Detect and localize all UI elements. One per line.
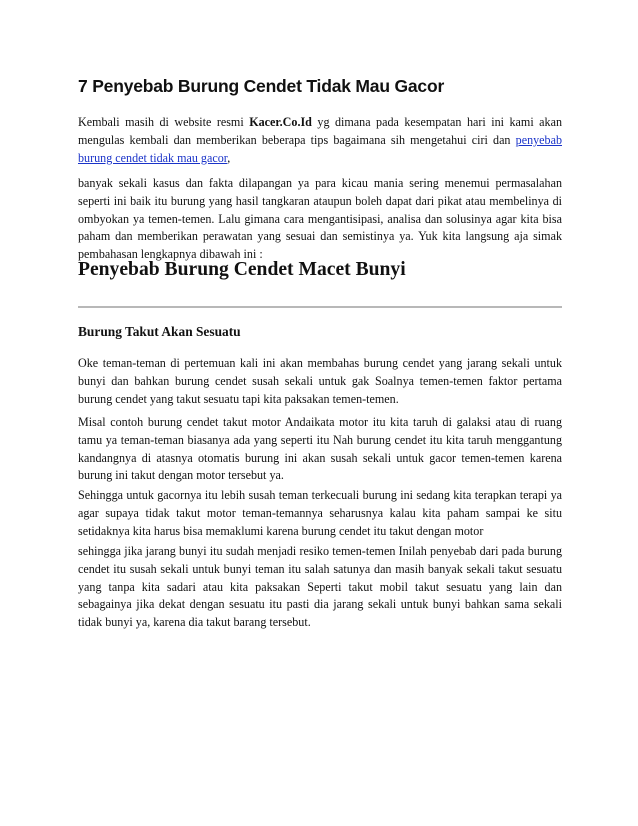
body-paragraph-3: Sehingga untuk gacornya itu lebih susah teman terkecuali burung ini sedang kita terapkan terapi ya agar supaya tidak takut motor teman-temannya seharusnya kalau kita paham sampai ke situ setidaknya kita harus bisa memaklumi karena burung cendet itu takut dengan motor	[78, 488, 562, 538]
intro-text-end: ,	[227, 150, 231, 165]
intro-text-middle: yg dimana pada kesempatan hari ini kami akan mengulas kembali dan memberikan beberapa tips bagaimana sih mengetahui ciri dan	[78, 115, 562, 147]
penyebab-link[interactable]: penyebab burung cendet tidak mau gacor	[78, 132, 562, 165]
body-paragraph-2: Misal contoh burung cendet takut motor Andaikata motor itu kita taruh di galaksi atau di ruang tamu ya teman-teman biasanya ada yang seperti itu Nah burung cendet itu kita taruh menggantung kandangnya di atasnya otomatis burung ini akan susah sekali untuk gacor temen-temen karena burung ini takut dengan motor tersebut ya.	[78, 415, 562, 483]
subsection-title: Burung Takut Akan Sesuatu	[78, 324, 241, 339]
body-paragraph-4: sehingga jika jarang bunyi itu sudah menjadi resiko temen-temen Inilah penyebab dari pada burung cendet itu susah sekali untuk bunyi teman itu salah satunya dan masih banyak sekali takut sesuatu yang tanpa kita sadari atau kita paksakan Seperti takut mobil takut sesuatu yang lain dan sebagainya jika dekat dengan sesuatu itu pasti dia jarang sekali untuk bunyi bahkan sama sekali tidak bunyi ya, karena dia takut barang tersebut.	[78, 544, 562, 630]
paragraph-2: banyak sekali kasus dan fakta dilapangan ya para kicau mania sering menemui permasalahan seperti ini baik itu burung yang hasil tangkaran ataupun boleh dapat dari pikat atau membelinya di ombyokan ya temen-temen. Lalu gimana cara mengantisipasi, analisa dan solusinya agar kita bisa paham dan memberikan perawatan yang sesuai dan semistinya ya. Yuk kita langsung aja simak pembahasan lengkapnya dibawah ini :	[78, 176, 562, 262]
horizontal-divider	[78, 306, 562, 308]
site-name: Kacer.Co.Id	[249, 115, 312, 129]
intro-text-start: Kembali masih di website resmi	[78, 115, 250, 129]
page-title: 7 Penyebab Burung Cendet Tidak Mau Gacor	[78, 76, 445, 96]
section-title: Penyebab Burung Cendet Macet Bunyi	[78, 259, 406, 280]
body-paragraph-1: Oke teman-teman di pertemuan kali ini akan membahas burung cendet yang jarang sekali untuk bunyi dan bahkan burung cendet susah sekali untuk gak Soalnya temen-temen faktor pertama burung cendet yang takut sesuatu tapi kita paksakan temen-temen.	[78, 356, 562, 406]
intro-paragraph	[78, 114, 562, 167]
